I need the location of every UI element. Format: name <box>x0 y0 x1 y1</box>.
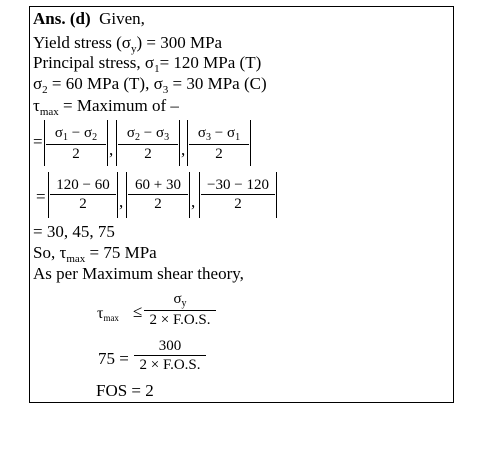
yield-stress-line <box>33 33 222 55</box>
numerator: $\sigma_y$ <box>173 291 187 309</box>
answer-header <box>33 9 145 29</box>
tau-symbol: τ <box>59 243 67 262</box>
sigma-symbol: σ <box>144 53 155 72</box>
less-equal-sign: ≤ <box>133 302 143 321</box>
sigma-symbol: σ <box>153 74 163 93</box>
abs-bar <box>126 172 127 218</box>
equals-sign: = <box>33 132 43 151</box>
text: = 75 MPa <box>85 243 157 262</box>
sigma-symbol: σ <box>33 74 43 93</box>
text: = Maximum of – <box>58 96 179 115</box>
abs-bar <box>117 172 118 218</box>
abs-bar <box>250 120 251 166</box>
fraction-5 <box>128 176 188 213</box>
theory-line: As per Maximum shear theory, <box>33 264 244 283</box>
text: Yield stress ( <box>33 33 122 52</box>
subscript: 2 <box>42 84 48 96</box>
numerator: $\sigma_3 - \sigma_1$ <box>197 125 241 143</box>
denominator: 2 <box>79 196 87 212</box>
numerator: $\sigma_2 - \sigma_3$ <box>126 125 170 143</box>
abs-bar <box>179 120 180 166</box>
abs-bar <box>189 172 190 218</box>
text: Principal stress, <box>33 53 145 72</box>
subscript: max <box>39 106 59 118</box>
denominator: 2 <box>154 196 162 212</box>
denominator: 2 × F.O.S. <box>139 357 201 373</box>
fraction-3 <box>189 124 249 163</box>
numerator: 120 − 60 <box>56 177 110 193</box>
numerator: 60 + 30 <box>135 177 181 193</box>
sigma2-sigma3-line <box>33 74 267 96</box>
tau-max-result <box>33 243 157 265</box>
given-label: Given, <box>99 9 145 28</box>
abs-bar <box>199 172 200 218</box>
tau-symbol: τ <box>33 96 40 115</box>
denominator: 2 <box>72 146 80 162</box>
denominator: 2 <box>215 146 223 162</box>
fraction-eq2 <box>134 337 206 374</box>
fraction-6 <box>201 176 275 213</box>
numerator: 300 <box>158 338 182 354</box>
text: = 60 MPa (T), <box>47 74 154 93</box>
principal-stress-line <box>33 53 261 75</box>
abs-bar <box>107 120 108 166</box>
abs-bar <box>276 172 277 218</box>
fraction-1 <box>46 124 106 163</box>
subscript: 1 <box>154 63 160 75</box>
numerator: $\sigma_1 - \sigma_2$ <box>54 125 98 143</box>
numerator: −30 − 120 <box>207 177 269 193</box>
answer-label: Ans. (d) <box>33 9 91 28</box>
abs-bar <box>116 120 117 166</box>
tau-max-lhs: τmax <box>97 305 119 323</box>
sigma-symbol: σ <box>121 33 131 52</box>
equals-sign: = <box>36 187 46 206</box>
fos-result: FOS = 2 <box>96 381 154 400</box>
abs-bar <box>44 120 45 166</box>
comma: , <box>191 192 196 211</box>
fraction-eq1 <box>144 290 216 329</box>
subscript: 3 <box>162 84 169 96</box>
abs-bar <box>187 120 188 166</box>
result-line: = 30, 45, 75 <box>33 222 115 241</box>
denominator: 2 <box>144 146 152 162</box>
fraction-4 <box>50 176 116 213</box>
fraction-2 <box>118 124 178 163</box>
abs-bar <box>48 172 49 218</box>
subscript: max <box>66 253 86 265</box>
comma: , <box>119 192 124 211</box>
subscript: y <box>130 43 137 55</box>
comma: , <box>181 140 186 159</box>
comma: , <box>109 140 114 159</box>
tau-max-definition <box>33 96 179 118</box>
seventy-five-lhs: 75 = <box>98 349 129 368</box>
denominator: 2 <box>234 196 242 212</box>
text: = 120 MPa (T) <box>159 53 262 72</box>
text: ) = 300 MPa <box>136 33 223 52</box>
text: = 30 MPa (C) <box>168 74 267 93</box>
text: So, <box>33 243 60 262</box>
denominator: 2 × F.O.S. <box>149 312 211 328</box>
